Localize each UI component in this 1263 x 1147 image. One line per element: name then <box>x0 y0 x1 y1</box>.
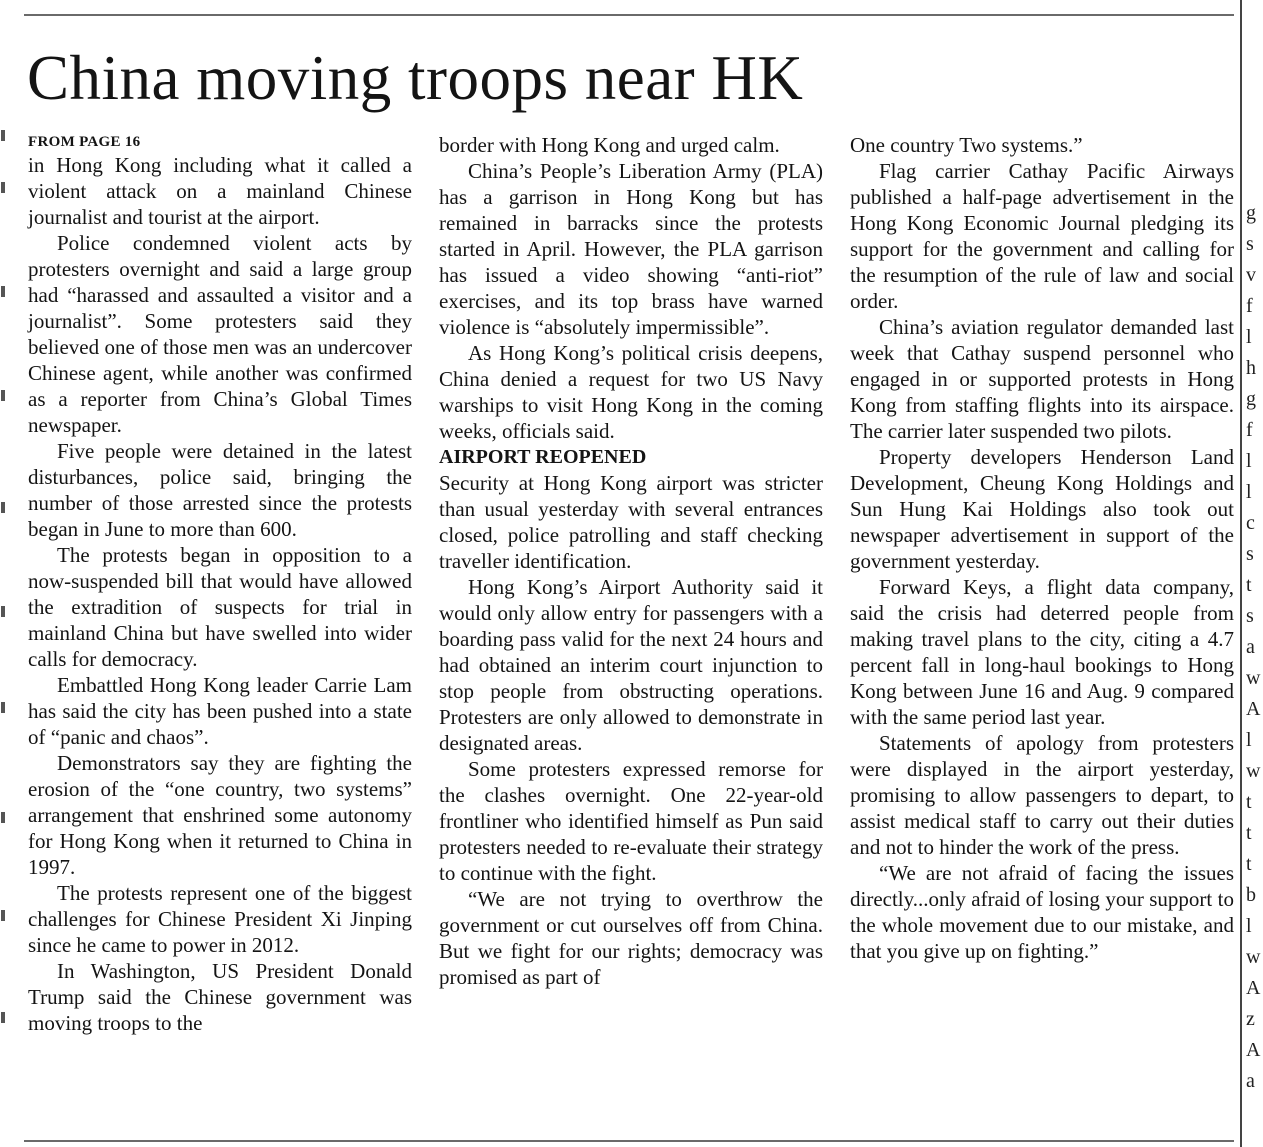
adjacent-fragment: h <box>1246 357 1256 379</box>
adjacent-fragment: t <box>1246 853 1252 875</box>
column-2-body-top <box>439 132 823 444</box>
paragraph: in Hong Kong including what it called a violent attack on a mainland Chinese journalist and tourist at the airport. <box>28 153 412 229</box>
adjacent-fragment: A <box>1246 698 1261 720</box>
paragraph: China’s aviation regulator demanded last week that Cathay suspend personnel who engaged in or supported protests in Hong Kong from staffing flights into its airspace. The carrier later suspended two pilots. <box>850 315 1234 443</box>
adjacent-fragment: a <box>1246 1070 1255 1092</box>
paragraph: The protests began in opposition to a now-suspended bill that would have allowed the extradition of suspects for trial in mainland China but have swelled into wider calls for democracy. <box>28 543 412 671</box>
adjacent-fragment: a <box>1246 636 1255 658</box>
adjacent-column-fragments <box>1246 0 1263 1147</box>
adjacent-fragment: A <box>1246 1039 1261 1061</box>
adjacent-fragment: t <box>1246 791 1252 813</box>
column-1-body <box>28 152 412 1036</box>
adjacent-fragment: s <box>1246 543 1254 565</box>
adjacent-fragment: f <box>1246 419 1253 441</box>
bottom-rule <box>24 1140 1234 1142</box>
column-3 <box>850 132 1234 964</box>
paragraph: Demonstrators say they are fighting the erosion of the “one country, two systems” arrangement that enshrined some autonomy for Hong Kong when it returned to China in 1997. <box>28 751 412 879</box>
adjacent-fragment: c <box>1246 512 1255 534</box>
paragraph: Some protesters expressed remorse for the clashes overnight. One 22-year-old frontliner who identified himself as Pun said protesters needed to re-evaluate their strategy to continue with the fight. <box>439 757 823 885</box>
paragraph: Forward Keys, a flight data company, said the crisis had deterred people from making travel plans to the city, citing a 4.7 percent fall in long-haul bookings to Hong Kong between June 16 and Aug. 9 compared with the same period last year. <box>850 575 1234 729</box>
paragraph: “We are not trying to overthrow the government or cut ourselves off from China. But we fight for our rights; democracy was promised as part of <box>439 887 823 989</box>
paragraph: border with Hong Kong and urged calm. <box>439 133 780 157</box>
column-3-body <box>850 132 1234 964</box>
top-rule <box>24 14 1234 16</box>
headline: China moving troops near HK <box>27 43 804 113</box>
adjacent-fragment: l <box>1246 729 1252 751</box>
column-2-body-bottom <box>439 470 823 990</box>
adjacent-fragment: w <box>1246 946 1261 968</box>
adjacent-fragment: f <box>1246 295 1253 317</box>
paragraph: As Hong Kong’s political crisis deepens, China denied a request for two US Navy warships to visit Hong Kong in the coming weeks, officials said. <box>439 341 823 443</box>
adjacent-fragment: s <box>1246 233 1254 255</box>
adjacent-fragment: A <box>1246 977 1261 999</box>
adjacent-fragment: s <box>1246 605 1254 627</box>
dateline: FROM PAGE 16 <box>28 134 141 150</box>
subhead: AIRPORT REOPENED <box>439 446 647 468</box>
paragraph: One country Two systems.” <box>850 133 1083 157</box>
paragraph: Security at Hong Kong airport was stricter than usual yesterday with several entrances closed, police patrolling and staff checking traveller identification. <box>439 471 823 573</box>
adjacent-fragment: b <box>1246 884 1256 906</box>
adjacent-fragment: l <box>1246 481 1252 503</box>
paragraph: Hong Kong’s Airport Authority said it would only allow entry for passengers with a boarding pass valid for the next 24 hours and had obtained an interim court injunction to stop people from obstructing operations. Protesters are only allowed to demonstrate in designated areas. <box>439 575 823 755</box>
paragraph: The protests represent one of the biggest challenges for Chinese President Xi Jinping since he came to power in 2012. <box>28 881 412 957</box>
adjacent-fragment: l <box>1246 915 1252 937</box>
paragraph: Five people were detained in the latest disturbances, police said, bringing the number of those arrested since the protests began in June to more than 600. <box>28 439 412 541</box>
paragraph: Embattled Hong Kong leader Carrie Lam has said the city has been pushed into a state of “panic and chaos”. <box>28 673 412 749</box>
paragraph: In Washington, US President Donald Trump said the Chinese government was moving troops to the <box>28 959 412 1035</box>
adjacent-fragment: l <box>1246 450 1252 472</box>
column-1 <box>28 132 412 1036</box>
adjacent-fragment: z <box>1246 1008 1255 1030</box>
paragraph: Police condemned violent acts by protesters overnight and said a large group had “harassed and assaulted a visitor and a journalist”. Some protesters said they believed one of those men was an undercover Chinese agent, while another was confirmed as a reporter from China’s Global Times newspaper. <box>28 231 412 437</box>
paragraph: Property developers Henderson Land Development, Cheung Kong Holdings and Sun Hung Kai Holdings also took out newspaper advertisement in support of the government yesterday. <box>850 445 1234 573</box>
adjacent-fragment: v <box>1246 264 1256 286</box>
adjacent-fragment: g <box>1246 202 1256 224</box>
left-edge-fragments <box>0 0 12 1147</box>
adjacent-fragment: t <box>1246 822 1252 844</box>
adjacent-fragment: g <box>1246 388 1256 410</box>
column-2 <box>439 132 823 990</box>
paragraph: Statements of apology from protesters were displayed in the airport yesterday, promising to allow passengers to depart, to assist medical staff to carry out their duties and not to hinder the work of the press. <box>850 731 1234 859</box>
paragraph: “We are not afraid of facing the issues directly...only afraid of losing your support to the whole movement due to our mistake, and that you give up on fighting.” <box>850 861 1234 963</box>
adjacent-fragment: t <box>1246 574 1252 596</box>
adjacent-fragment: w <box>1246 667 1261 689</box>
column-divider-right <box>1240 0 1242 1147</box>
paragraph: China’s People’s Liberation Army (PLA) has a garrison in Hong Kong but has remained in barracks since the protests started in April. However, the PLA garrison has issued a video showing “anti-riot” exercises, and its top brass have warned violence is “absolutely impermissible”. <box>439 159 823 339</box>
adjacent-fragment: w <box>1246 760 1261 782</box>
adjacent-fragment: l <box>1246 326 1252 348</box>
paragraph: Flag carrier Cathay Pacific Airways published a half-page advertisement in the Hong Kong Economic Journal pledging its support for the government and calling for the resumption of the rule of law and social order. <box>850 159 1234 313</box>
